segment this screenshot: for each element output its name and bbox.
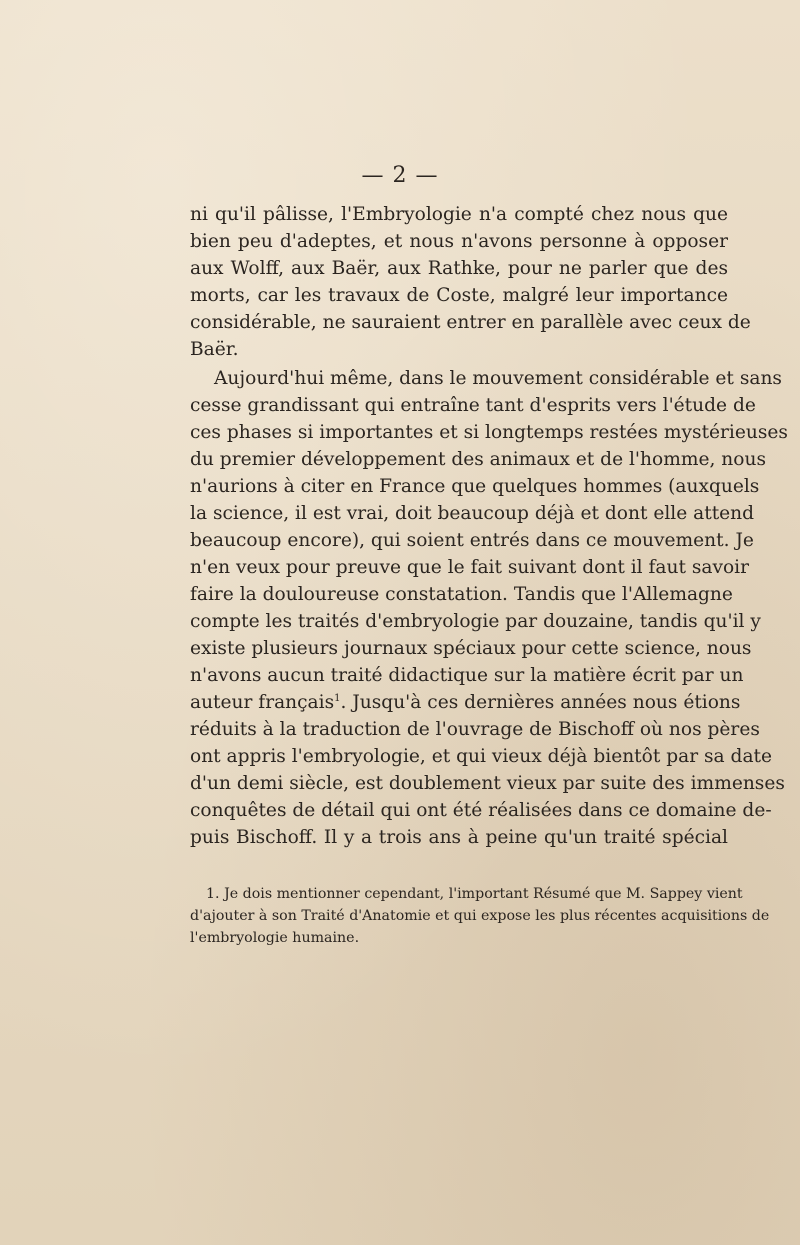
text-line: cesse grandissant qui entraîne tant d'esprits vers l'étude de bbox=[190, 395, 756, 416]
text-line: la science, il est vrai, doit beaucoup déjà et dont elle attend bbox=[190, 503, 755, 524]
text-line: compte les traités d'embryologie par douzaine, tandis qu'il y bbox=[190, 611, 761, 632]
text-line: n'aurions à citer en France que quelques hommes (auxquels bbox=[190, 476, 760, 497]
text-line: aux Wolff, aux Baër, aux Rathke, pour ne parler que des bbox=[190, 258, 728, 279]
footnote-text: Je dois mentionner cependant, l'important Résumé que M. Sappey vient bbox=[224, 886, 743, 902]
text-segment: auteur français bbox=[190, 692, 335, 713]
footnote-marker: 1. bbox=[206, 886, 220, 902]
text-line: Aujourd'hui même, dans le mouvement considérable et sans bbox=[214, 368, 782, 389]
text-line: ont appris l'embryologie, et qui vieux déjà bientôt par sa date bbox=[190, 746, 773, 767]
footnote-line: d'ajouter à son Traité d'Anatomie et qui expose les plus récentes acquisitions de bbox=[190, 908, 770, 924]
text-line-with-footnote-ref bbox=[190, 690, 741, 716]
text-line: bien peu d'adeptes, et nous n'avons personne à opposer bbox=[190, 231, 728, 252]
text-line: ni qu'il pâlisse, l'Embryologie n'a compté chez nous que bbox=[190, 204, 728, 225]
text-line: morts, car les travaux de Coste, malgré leur importance bbox=[190, 285, 728, 306]
text-line: puis Bischoff. Il y a trois ans à peine qu'un traité spécial bbox=[190, 827, 728, 848]
text-line: beaucoup encore), qui soient entrés dans ce mouvement. Je bbox=[190, 530, 754, 551]
footnote-ref: 1 bbox=[334, 693, 341, 704]
text-line: n'avons aucun traité didactique sur la matière écrit par un bbox=[190, 665, 744, 686]
footnote-line bbox=[206, 883, 743, 905]
text-line: ces phases si importantes et si longtemps restées mystérieuses bbox=[190, 422, 788, 443]
text-line: faire la douloureuse constatation. Tandis que l'Allemagne bbox=[190, 584, 733, 605]
text-line: réduits à la traduction de l'ouvrage de Bischoff où nos pères bbox=[190, 719, 760, 740]
text-line: existe plusieurs journaux spéciaux pour cette science, nous bbox=[190, 638, 752, 659]
text-line: d'un demi siècle, est doublement vieux par suite des immenses bbox=[190, 773, 785, 794]
footnote-line: l'embryologie humaine. bbox=[190, 930, 360, 946]
text-line: considérable, ne sauraient entrer en parallèle avec ceux de bbox=[190, 312, 751, 333]
text-line: du premier développement des animaux et de l'homme, nous bbox=[190, 449, 766, 470]
text-line: Baër. bbox=[190, 339, 239, 360]
text-line: n'en veux pour preuve que le fait suivant dont il faut savoir bbox=[190, 557, 750, 578]
page-number: — 2 — bbox=[361, 163, 439, 188]
text-segment: . Jusqu'à ces dernières années nous étions bbox=[340, 692, 741, 713]
text-line: conquêtes de détail qui ont été réalisées dans ce domaine de- bbox=[190, 800, 772, 821]
